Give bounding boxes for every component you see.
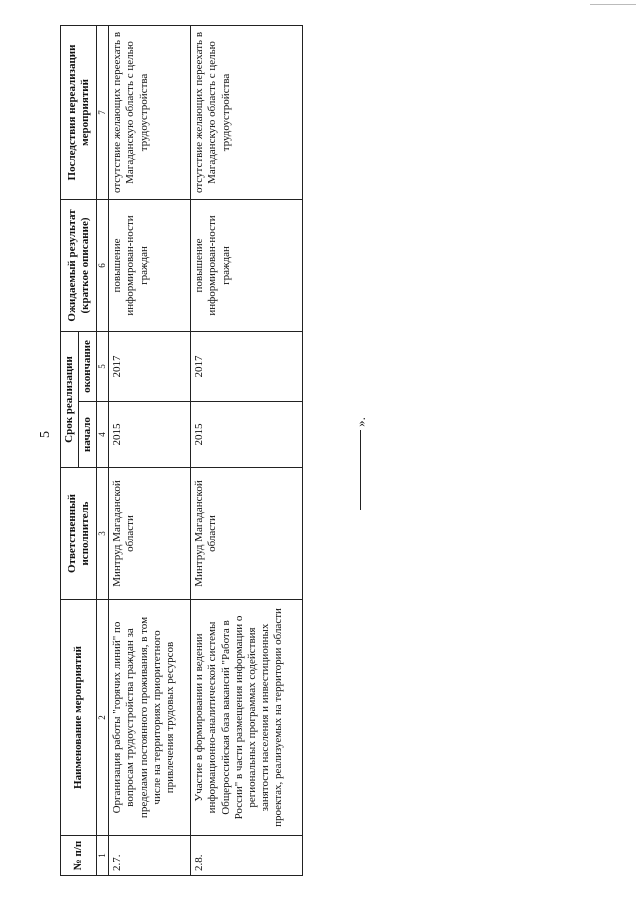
page-number: 5 [38, 431, 53, 438]
row-no: 2.8. [191, 836, 303, 876]
col-number: 7 [97, 25, 109, 199]
header-result: Ожидаемый результат (краткое описание) [61, 199, 97, 331]
col-number: 6 [97, 199, 109, 331]
col-number: 1 [97, 836, 109, 876]
col-number: 3 [97, 468, 109, 600]
row-end: 2017 [191, 331, 303, 401]
row-name: Организация работы "горячих линий" по вопросам трудоустройства граждан за пределами постоянного проживания, в том числе на территориях приоритетного привлечения трудовых ресурсов [109, 600, 191, 836]
header-term: Срок реализации [61, 331, 79, 467]
closing-quote: ». [352, 417, 368, 427]
header-responsible: Ответственный исполнитель [61, 468, 97, 600]
column-number-row [97, 25, 109, 875]
activities-table [60, 25, 303, 876]
row-result: повышение информирован-ности граждан [191, 199, 303, 331]
row-start: 2015 [109, 402, 191, 468]
closing-line [360, 430, 361, 510]
row-start: 2015 [191, 402, 303, 468]
closing-mark [352, 417, 390, 520]
header-consequences: Последствия нереализации мероприятий [61, 25, 97, 199]
col-number: 4 [97, 402, 109, 468]
header-no: № п/п [61, 836, 97, 876]
table-row [191, 25, 303, 875]
row-no: 2.7. [109, 836, 191, 876]
header-start: начало [79, 402, 97, 468]
row-name: Участие в формировании и ведении информационно-аналитической системы Общероссийская база вакансий "Работа в России" в части размещения информации о региональных программах содействия занятости населения и инвестиционных проектах, реализуемых на территории области [191, 600, 303, 836]
header-name: Наименование мероприятий [61, 600, 97, 836]
col-number: 5 [97, 331, 109, 401]
table-row [109, 25, 191, 875]
row-responsible: Минтруд Магаданской области [109, 468, 191, 600]
row-consequences: отсутствие желающих переехать в Магаданскую область с целью трудоустройства [191, 25, 303, 199]
row-end: 2017 [109, 331, 191, 401]
row-result: повышение информирован-ности граждан [109, 199, 191, 331]
header-row [61, 25, 79, 875]
col-number: 2 [97, 600, 109, 836]
header-end: окончание [79, 331, 97, 401]
rotated-table-container [60, 26, 320, 876]
row-consequences: отсутствие желающих переехать в Магаданскую область с целью трудоустройства [109, 25, 191, 199]
scan-mark [590, 4, 636, 5]
row-responsible: Минтруд Магаданской области [191, 468, 303, 600]
